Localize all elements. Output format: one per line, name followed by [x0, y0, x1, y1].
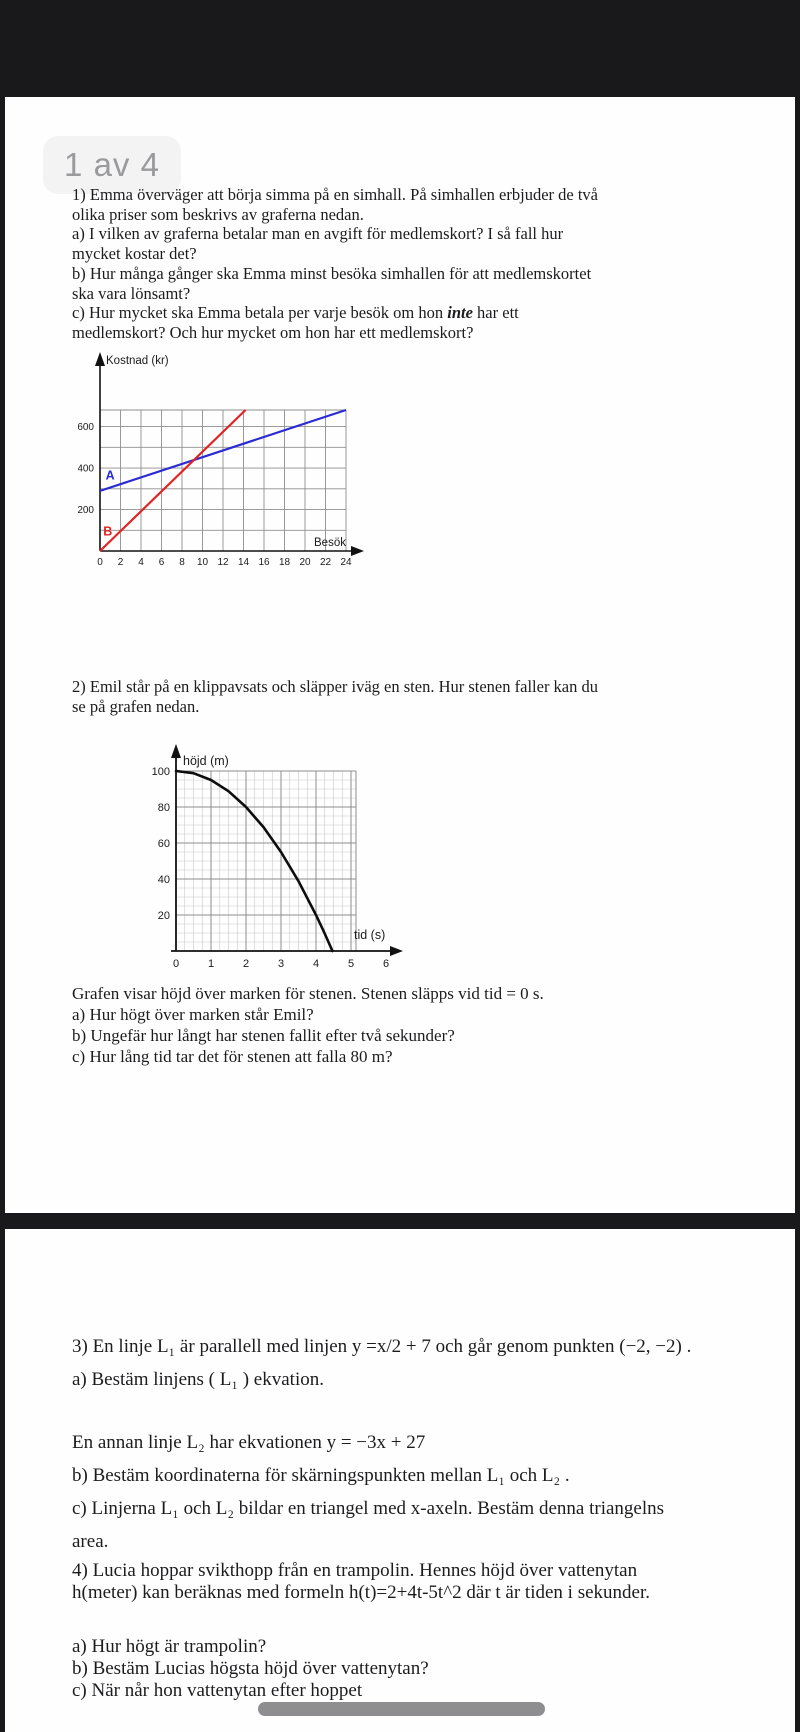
svg-text:höjd (m): höjd (m)	[183, 754, 229, 768]
svg-text:60: 60	[157, 838, 170, 850]
text-line: mycket kostar det?	[72, 244, 197, 264]
question-2-items	[72, 983, 544, 1067]
spacer	[72, 1396, 691, 1426]
spacer	[72, 1604, 650, 1636]
price-comparison-chart-svg	[78, 350, 368, 576]
svg-text:4: 4	[312, 958, 320, 970]
text-line: medlemskort? Och hur mycket om hon har ett medlemskort?	[72, 322, 474, 342]
svg-text:2: 2	[242, 958, 250, 970]
text-line: 4) Lucia hoppar svikthopp från en trampolin. Hennes höjd över vattenytan	[72, 1560, 638, 1581]
svg-text:0: 0	[97, 557, 103, 568]
svg-text:16: 16	[258, 557, 270, 568]
text-line: se på grafen nedan.	[72, 697, 200, 716]
svg-text:200: 200	[78, 505, 94, 517]
question-4-block	[72, 1560, 650, 1702]
text-line: a) Hur högt är trampolin?	[72, 1636, 267, 1657]
text-line: a) Hur högt över marken står Emil?	[72, 1005, 314, 1024]
svg-text:600: 600	[78, 422, 94, 434]
svg-text:Kostnad (kr): Kostnad (kr)	[106, 355, 169, 367]
stone-fall-chart	[135, 738, 415, 978]
svg-text:12: 12	[217, 557, 229, 568]
text-line: area.	[72, 1531, 109, 1552]
text-line: b) Hur många gånger ska Emma minst besöka simhallen för att medlemskortet	[72, 263, 592, 283]
document-page-2	[5, 1229, 795, 1732]
svg-text:14: 14	[237, 557, 250, 568]
svg-text:80: 80	[157, 802, 170, 814]
text-line: c) När når hon vattenytan efter hoppet	[72, 1680, 363, 1701]
svg-text:0: 0	[172, 958, 180, 970]
page-indicator-label: 1 av 4	[64, 146, 160, 183]
svg-text:6: 6	[158, 557, 165, 568]
home-indicator[interactable]	[258, 1702, 545, 1716]
svg-text:100: 100	[151, 766, 170, 778]
question-3-block	[72, 1330, 691, 1558]
text-line: ska vara lönsamt?	[72, 283, 191, 303]
question-1-block	[72, 185, 598, 343]
text-line: En annan linje L₂ har ekvationen y = −3x + 27	[72, 1432, 426, 1453]
text-line: olika priser som beskrivs av graferna nedan.	[72, 204, 364, 224]
svg-text:20: 20	[299, 557, 311, 568]
svg-text:10: 10	[196, 557, 209, 568]
svg-text:22: 22	[319, 557, 332, 568]
series-label-B: B	[103, 524, 113, 539]
text-line: b) Bestäm koordinaterna för skärningspunkten mellan L₁ och L₂ .	[72, 1465, 570, 1486]
svg-text:5: 5	[347, 958, 355, 970]
svg-text:8: 8	[179, 557, 185, 568]
svg-text:6: 6	[382, 958, 390, 970]
text-line: 3) En linje L₁ är parallell med linjen y =x/2 + 7 och går genom punkten (−2, −2) .	[72, 1336, 692, 1357]
series-label-A: A	[105, 468, 115, 483]
svg-text:2: 2	[117, 557, 124, 568]
price-comparison-chart	[78, 350, 368, 576]
text-line: h(meter) kan beräknas med formeln h(t)=2+4t-5t^2 där t är tiden i sekunder.	[72, 1582, 650, 1603]
svg-text:20: 20	[157, 910, 170, 922]
stone-fall-chart-svg	[135, 738, 415, 978]
text-line: b) Ungefär hur långt har stenen fallit efter två sekunder?	[72, 1026, 455, 1045]
emphasized-word: inte	[447, 303, 473, 323]
text-line: Grafen visar höjd över marken för stenen. Stenen släpps vid tid = 0 s.	[72, 984, 544, 1003]
text-segment: c) Hur mycket ska Emma betala per varje besök om hon	[72, 303, 448, 323]
text-line	[72, 303, 598, 323]
svg-text:40: 40	[157, 874, 170, 886]
svg-text:18: 18	[278, 557, 291, 568]
svg-text:4: 4	[138, 557, 144, 568]
text-line: c) Hur lång tid tar det för stenen att falla 80 m?	[72, 1047, 393, 1066]
text-line: c) Linjerna L₁ och L₂ bildar en triangel med x-axeln. Bestäm denna triangelns	[72, 1498, 665, 1519]
document-page-1	[5, 97, 795, 1213]
text-line: 1) Emma överväger att börja simma på en simhall. På simhallen erbjuder de två	[72, 185, 599, 204]
text-line: a) Bestäm linjens ( L₁ ) ekvation.	[72, 1369, 324, 1390]
text-line: a) I vilken av graferna betalar man en avgift för medlemskort? I så fall hur	[72, 224, 564, 244]
top-black-bar	[0, 0, 800, 97]
text-line: b) Bestäm Lucias högsta höjd över vattenytan?	[72, 1658, 429, 1679]
question-2-intro	[72, 677, 598, 717]
svg-text:24: 24	[340, 557, 352, 568]
svg-text:tid (s): tid (s)	[354, 928, 386, 942]
svg-text:Besök: Besök	[314, 537, 346, 549]
svg-text:3: 3	[277, 958, 285, 970]
svg-text:400: 400	[78, 463, 94, 475]
text-line: 2) Emil står på en klippavsats och släpper iväg en sten. Hur stenen faller kan du	[72, 677, 599, 696]
text-segment: har ett	[472, 303, 519, 323]
svg-text:1: 1	[207, 958, 215, 970]
